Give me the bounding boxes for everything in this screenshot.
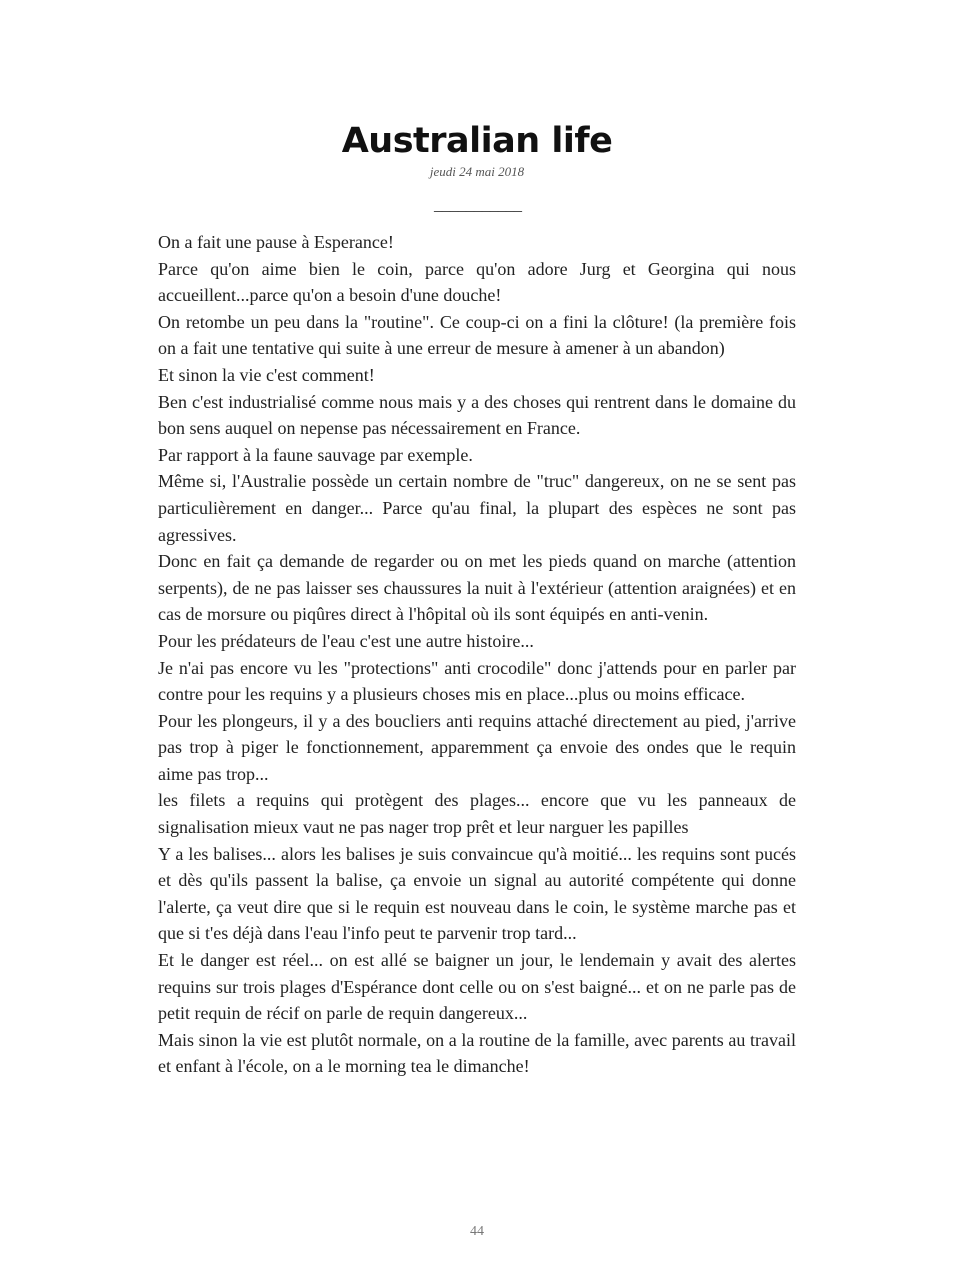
paragraph: Pour les plongeurs, il y a des boucliers anti requins attaché directement au pied, j'arrive pas trop à piger le fonctionnement, apparemment ça envoie des ondes que le requin aime pas trop... [158, 710, 796, 784]
page-number: 44 [470, 1224, 484, 1239]
paragraph: Y a les balises... alors les balises je suis convaincue qu'à moitié... les requins sont pucés et dès qu'ils passent la balise, ça envoie un signal au autorité compétente qui donne l'alerte, ça veut dire que si le requin est nouveau dans le coin, le système marche pas et que si t'es déjà dans l'eau l'info peut te parvenir trop tard... [158, 843, 796, 944]
article-body [158, 229, 796, 1080]
paragraph: les filets a requins qui protègent des plages... encore que vu les panneaux de signalisation mieux vaut ne pas nager trop prêt et leur narguer les papilles [158, 790, 796, 838]
article-title: Australian life [341, 121, 613, 161]
paragraph: Je n'ai pas encore vu les "protections" anti crocodile" donc j'attends pour en parler par contre pour les requins y a plusieurs choses mis en place...plus ou moins efficace. [158, 657, 796, 705]
paragraph: Et sinon la vie c'est comment! [158, 364, 375, 385]
title-separator: ___________ [434, 197, 522, 214]
article-date: jeudi 24 mai 2018 [429, 164, 525, 179]
paragraph: Ben c'est industrialisé comme nous mais y a des choses qui rentrent dans le domaine du bon sens auquel on nepense pas nécessairement en France. [158, 391, 796, 439]
paragraph: Même si, l'Australie possède un certain nombre de "truc" dangereux, on ne se sent pas particulièrement en danger... Parce qu'au final, la plupart des espèces ne sont pas agressives. [158, 471, 796, 545]
paragraph: Parce qu'on aime bien le coin, parce qu'on adore Jurg et Georgina qui nous accueillent...parce qu'on a besoin d'une douche! [158, 258, 796, 306]
paragraph: Pour les prédateurs de l'eau c'est une autre histoire... [158, 630, 534, 651]
paragraph: Et le danger est réel... on est allé se baigner un jour, le lendemain y avait des alertes requins sur trois plages d'Espérance dont celle ou on s'est baigné... et on ne parle pas de petit requin de récif on parle de requin dangereux... [158, 950, 796, 1024]
paragraph: On a fait une pause à Esperance! [158, 232, 394, 252]
paragraph: Donc en fait ça demande de regarder ou on met les pieds quand on marche (attention serpents), de ne pas laisser ses chaussures la nuit à l'extérieur (attention araignées) et en cas de morsure ou piqûres direct à l'hôpital où ils sont équipés en anti-venin. [158, 551, 796, 625]
paragraph: Par rapport à la faune sauvage par exemple. [158, 444, 473, 465]
paragraph: On retombe un peu dans la "routine". Ce coup-ci on a fini la clôture! (la première fois on a fait une tentative qui suite à une erreur de mesure à amener à un abandon) [158, 311, 796, 359]
paragraph: Mais sinon la vie est plutôt normale, on a la routine de la famille, avec parents au travail et enfant à l'école, on a le morning tea le dimanche! [158, 1029, 796, 1077]
